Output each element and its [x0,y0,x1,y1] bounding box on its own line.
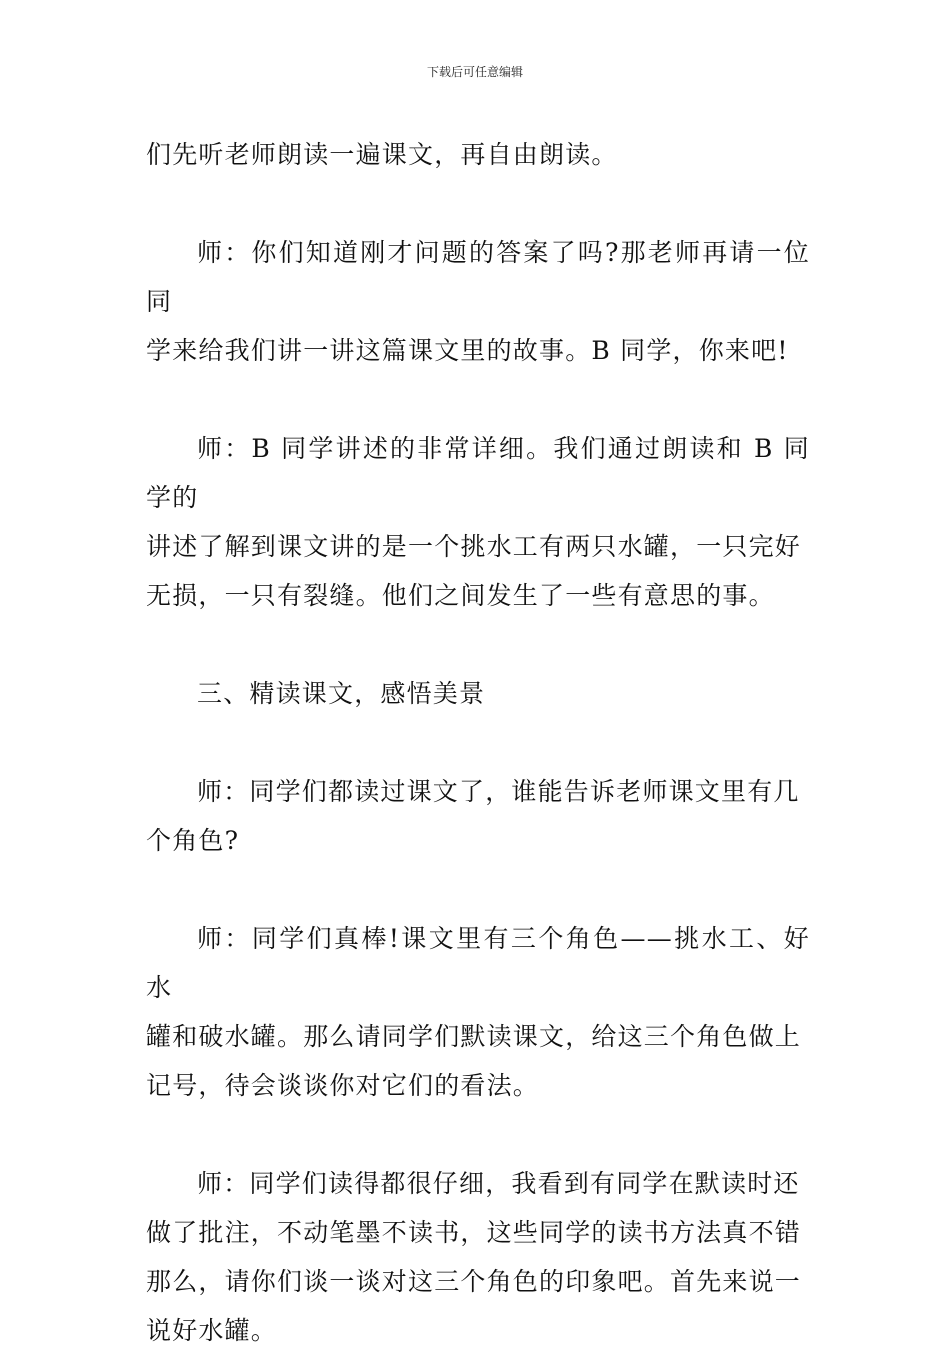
paragraph [146,767,810,865]
paragraph-line: 师：同学们都读过课文了，谁能告诉老师课文里有几 [197,777,800,806]
paragraph-line: 无损，一只有裂缝。他们之间发生了一些有意思的事。 [146,581,775,610]
paragraph-line: 师：B 同学讲述的非常详细。我们通过朗读和 B 同学的 [146,434,810,512]
page-header: 下载后可任意编辑 [426,65,523,79]
paragraph [146,424,810,620]
paragraph-line: 师：同学们读得都很仔细，我看到有同学在默读时还 [197,1169,800,1198]
paragraph [146,228,810,375]
paragraph-line: 师：你们知道刚才问题的答案了吗?那老师再请一位同 [146,238,810,316]
paragraph-line: 那么，请你们谈一谈对这三个角色的印象吧。首先来说一 [146,1267,802,1296]
section-heading [146,669,810,718]
paragraph-line: 讲述了解到课文讲的是一个挑水工有两只水罐，一只完好 [146,532,802,561]
paragraph-line: 们先听老师朗读一遍课文，再自由朗读。 [146,140,618,169]
paragraph [146,1159,810,1355]
document-body [146,130,810,1355]
paragraph-line: 三、精读课文，感悟美景 [197,679,486,708]
paragraph-line: 做了批注，不动笔墨不读书，这些同学的读书方法真不错 [146,1218,802,1247]
paragraph [146,130,810,179]
paragraph-line: 学来给我们讲一讲这篇课文里的故事。B 同学，你来吧! [146,336,789,365]
paragraph-line: 罐和破水罐。那么请同学们默读课文，给这三个角色做上 [146,1022,802,1051]
paragraph-line: 记号，待会谈谈你对它们的看法。 [146,1071,540,1100]
paragraph-line: 师：同学们真棒!课文里有三个角色——挑水工、好水 [146,924,810,1002]
paragraph-line: 个角色? [146,826,240,855]
paragraph [146,914,810,1110]
paragraph-line: 说好水罐。 [146,1316,278,1345]
